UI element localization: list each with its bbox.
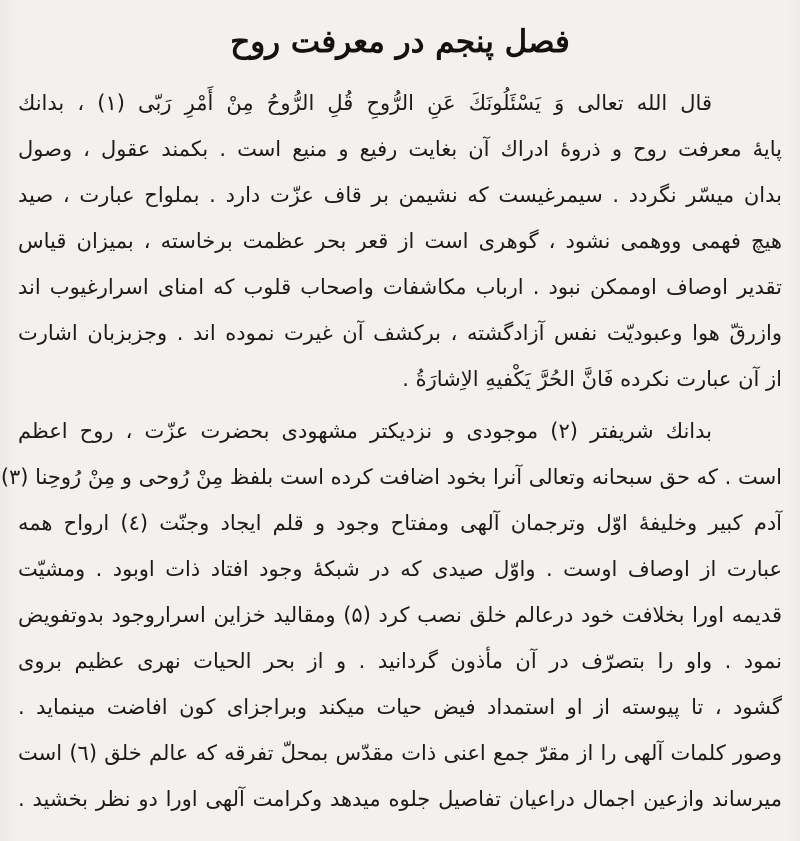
text-line: آدم كبیر وخلیفهٔ اوّل وترجمان آلهی ومفتاح وجود و قلم ایجاد وجنّت (٤) ارواح همه [18, 511, 783, 535]
text-line: هیچ فهمی ووهمی نشود ، گوهری است از قعر بحر عظمت برخاسته ، بمیزان قیاس [18, 229, 782, 253]
text-line: وصور كلمات آلهی را از مقرّ جمع اعنی ذات مقدّس بمحلّ تفرقه كه عالم خلق (٦) است [18, 741, 782, 765]
text-line: بدان میسّر نگردد . سیمرغیست كه نشیمن بر قاف عزّت دارد . بملواح عبارت ، صید [18, 183, 782, 207]
text-line: تقدیر اوصاف اوممكن نبود . ارباب مكاشفات واصحاب قلوب كه امنای اسرارغیوب اند [18, 275, 782, 299]
text-line: عبارت از اوصاف اوست . واوّل صیدی كه در شبكهٔ وجود افتاد ذات اوبود . ومشیّت [18, 557, 782, 581]
text-line: است . كه حق سبحانه وتعالی آنرا بخود اضافت كرده است بلفظ مِنْ رُوحی و مِنْ رُوحِنا (۳) [0, 465, 782, 489]
paragraph-2 [0, 408, 783, 822]
text-line: گشود ، تا پیوسته از او استمداد فیض حیات میكند وبراجزای كون افاضت مینماید . [18, 695, 782, 719]
chapter-title: فصل پنجم در معرفت روح [230, 24, 570, 60]
text-line: بدانك شریفتر (۲) موجودی و نزدیكتر مشهودی بحضرت عزّت ، روح اعظم [18, 419, 712, 443]
text-line: نمود . واو را بتصرّف در آن مأذون گردانید . و از بحر الحیات نهری عظیم بروی [18, 649, 782, 673]
text-line: قال الله تعالی وَ یَسْئَلُونَكَ عَنِ الرُّوحِ قُلِ الرُّوحُ مِنْ أَمْرِ رَبّی (۱) ، بدانك [18, 91, 712, 115]
text-line: قدیمه اورا بخلافت خود درعالم خلق نصب كرد (۵) ومقالید خزاین اسراروجود بدوتفویض [18, 603, 782, 627]
text-line: وازرقّ هوا وعبودیّت نفس آزادگشته ، بركشف آن غیرت نموده اند . وجزبزبان اشارت [18, 321, 782, 345]
text-line: از آن عبارت نكرده فَانَّ الحُرَّ یَكْفیهِ الاِشارَةُ . [402, 367, 782, 391]
text-line: پایهٔ معرفت روح و ذروهٔ ادراك آن بغایت رفیع و منیع است . بكمند عقول ، وصول [18, 137, 782, 161]
text-line: میرساند وازعین اجمال دراعیان تفاصیل جلوه میدهد وكرامت آلهی اورا دو نظر بخشید . [18, 787, 782, 811]
paragraph-1 [18, 80, 782, 402]
body-text [0, 80, 783, 822]
